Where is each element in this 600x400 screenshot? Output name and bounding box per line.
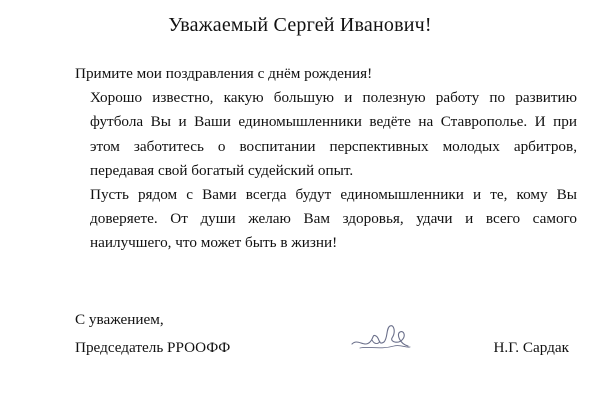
- letter-body: [75, 62, 577, 256]
- signer-title: Председатель РРООФФ: [75, 339, 231, 356]
- paragraph-3: [90, 183, 577, 256]
- letter-greeting: Уважаемый Сергей Иванович!: [168, 14, 432, 36]
- handwritten-signature: [350, 318, 412, 356]
- paragraph-3-text: Пусть рядом с Вами всегда будут единомышленники и те, кому Вы доверяете. От души желаю Вам здоровья, удачи и всего самого наилучшего, что может быть в жизни!: [90, 186, 577, 252]
- paragraph-2-text: Хорошо известно, какую большую и полезную работу по развитию футбола Вы и Ваши единомышленники ведёте на Ставрополье. И при этом заботитесь о воспитании перспективных молодых арбитров, передавая свой богатый судейский опыт.: [90, 89, 577, 179]
- paragraph-1: [75, 62, 577, 86]
- closing-phrase: С уважением,: [75, 311, 164, 328]
- paragraph-1-text: Примите мои поздравления с днём рождения!: [75, 65, 373, 82]
- paragraph-2: [90, 86, 577, 183]
- signer-name: Н.Г. Сардак: [493, 339, 569, 356]
